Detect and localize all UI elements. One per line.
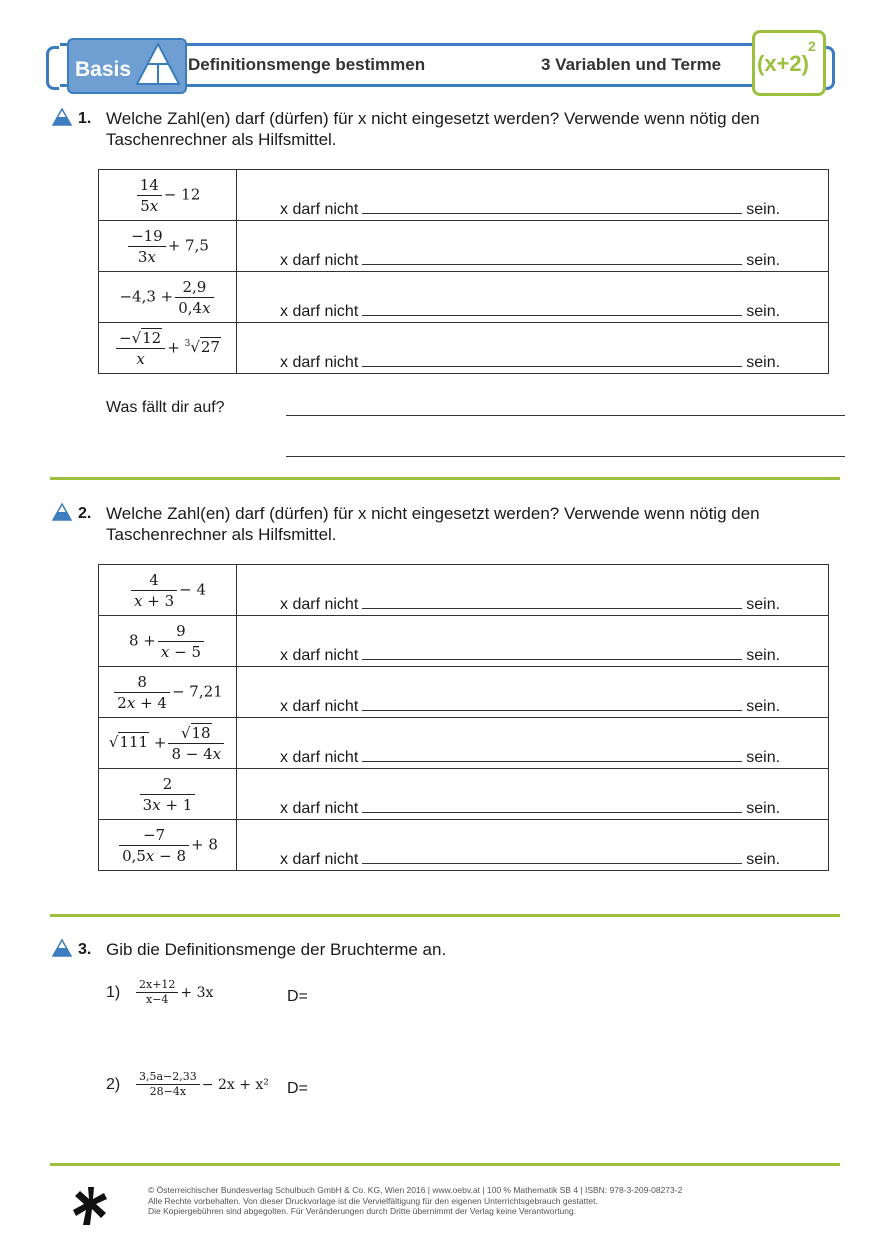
task3-number: 3. [78,941,92,958]
table-row [99,667,829,718]
term-cell: $\frac{2}{\text{3𝑥 + 1}}$ [99,769,237,820]
answer-cell[interactable]: x darf nicht sein. [237,769,829,820]
term-cell: $\frac{8}{\text{2𝑥 + 4}}$ − 7,21 [99,667,237,718]
domain-label-2[interactable]: D= [287,1080,308,1097]
reflect-line-2[interactable] [286,456,845,457]
task2-number: 2. [78,505,92,522]
table-row [99,272,829,323]
table-row [99,820,829,871]
answer-cell[interactable]: x darf nicht sein. [237,718,829,769]
logo-exponent: 2 [808,38,816,54]
table-row [99,565,829,616]
term-cell: $\frac{-7}{\text{0,5𝑥 − 8}}$ + 8 [99,820,237,871]
basis-level-icon [52,503,72,521]
answer-cell[interactable]: x darf nicht sein. [237,221,829,272]
task2-text [106,503,760,545]
table-row [99,718,829,769]
task3-text: Gib die Definitionsmenge der Bruchterme an. [106,940,447,959]
task1-table [98,169,829,374]
task2-text-line2: Taschenrechner als Hilfsmittel. [106,525,337,544]
reflect-label: Was fällt dir auf? [106,399,225,416]
task1-text [106,108,760,150]
task1-number: 1. [78,110,92,127]
reflect-line-1[interactable] [286,415,845,416]
answer-blank[interactable] [362,594,742,609]
logo-term: (x+2) [757,51,809,76]
task1-text-line2: Taschenrechner als Hilfsmittel. [106,130,337,149]
table-row [99,616,829,667]
term-cell: −4,3 + $\frac{2,9}{\text{0,4𝑥}}$ [99,272,237,323]
answer-cell[interactable]: x darf nicht sein. [237,616,829,667]
term-cell: √111 + $\frac{√18}{\text{8 − 4𝑥}}$ [99,718,237,769]
task3-item-2: 2) $\frac{3,5a-2,33}{28-4x}$ − 2x + x² [106,1070,269,1098]
answer-cell[interactable]: x darf nicht sein. [237,820,829,871]
answer-blank[interactable] [362,747,742,762]
term-cell: $\frac{4}{\text{𝑥 + 3}}$ − 4 [99,565,237,616]
answer-blank[interactable] [362,250,742,265]
task2-text-line1: Welche Zahl(en) darf (dürfen) für x nicht eingesetzt werden? Verwende wenn nötig den [106,504,760,523]
task1-text-line1: Welche Zahl(en) darf (dürfen) für x nicht eingesetzt werden? Verwende wenn nötig den [106,109,760,128]
task2-table [98,564,829,871]
section-divider [50,914,840,917]
answer-cell[interactable]: x darf nicht sein. [237,667,829,718]
answer-blank[interactable] [362,645,742,660]
answer-blank[interactable] [362,849,742,864]
page-title: Definitionsmenge bestimmen [188,55,426,74]
footer-copyright [148,1185,682,1217]
answer-cell[interactable]: x darf nicht sein. [237,170,829,221]
answer-cell[interactable]: x darf nicht sein. [237,272,829,323]
answer-blank[interactable] [362,352,742,367]
answer-cell[interactable]: x darf nicht sein. [237,323,829,374]
answer-cell[interactable]: x darf nicht sein. [237,565,829,616]
header-left-bracket [46,46,59,90]
term-cell: 8 + $\frac{9}{\text{𝑥 − 5}}$ [99,616,237,667]
term-cell: $\frac{14}{\text{5𝑥}}$ − 12 [99,170,237,221]
footer-divider [50,1163,840,1166]
answer-blank[interactable] [362,696,742,711]
basis-level-icon [52,108,72,126]
table-row [99,769,829,820]
chapter-title: 3 Variablen und Terme [541,55,722,74]
table-row [99,170,829,221]
term-cell: $\frac{-√12}{\text{𝑥}}$ + $^3$√27 [99,323,237,374]
answer-blank[interactable] [362,798,742,813]
publisher-logo-icon [70,1185,112,1227]
answer-blank[interactable] [362,199,742,214]
domain-label-1[interactable]: D= [287,988,308,1005]
answer-blank[interactable] [362,301,742,316]
table-row [99,221,829,272]
task3-item-1: 1) $\frac{2x+12}{x-4}$ + 3x [106,978,214,1006]
footer-line-3: Die Kopiergebühren sind abgegolten. Für Veränderungen durch Dritte übernimmt der Verlag keine Verantwortung. [148,1206,577,1216]
basis-label: Basis [75,58,132,81]
section-divider [50,477,840,480]
footer-line-1: © Österreichischer Bundesverlag Schulbuch GmbH & Co. KG, Wien 2016 | www.oebv.at | 100 % Mathematik SB 4 | ISBN: 978-3-209-08273-2 [148,1185,683,1195]
footer-line-2: Alle Rechte vorbehalten. Von dieser Druckvorlage ist die Vervielfältigung für den eigenen Unterrichtsgebrauch gestattet. [148,1195,598,1206]
pyramid-icon [135,42,181,86]
table-row [99,323,829,374]
basis-level-icon [52,939,72,957]
term-cell: $\frac{-19}{\text{3𝑥}}$ + 7,5 [99,221,237,272]
